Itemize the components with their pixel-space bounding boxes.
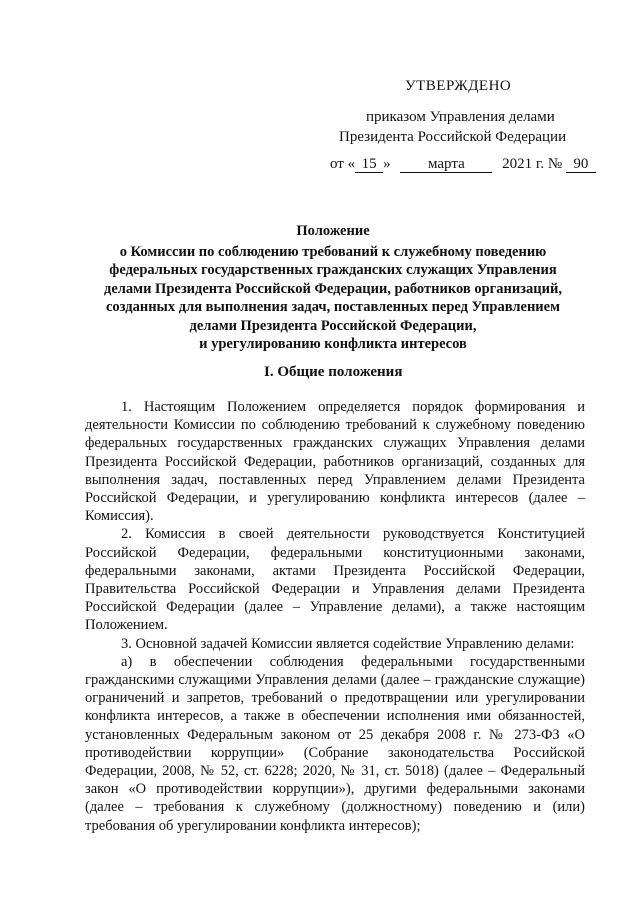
date-closing-quote: »: [383, 156, 391, 172]
approval-stamp: УТВЕРЖДЕНО: [405, 78, 512, 94]
organization-line: Президента Российской Федерации: [339, 129, 567, 145]
title-line: о Комиссии по соблюдению требований к служебному поведению: [119, 243, 547, 260]
order-year: 2021 г. №: [502, 156, 563, 172]
title-line: делами Президента Российской Федерации,: [189, 317, 477, 334]
title-line: и урегулированию конфликта интересов: [199, 336, 467, 352]
date-prefix: от «: [330, 156, 356, 172]
title-line: Положение: [296, 223, 370, 239]
section-heading: I. Общие положения: [264, 364, 403, 380]
title-line: федеральных государственных гражданских служащих Управления: [109, 262, 557, 278]
order-month: марта: [400, 157, 492, 173]
order-line: приказом Управления делами: [366, 109, 555, 125]
title-line: созданных для выполнения задач, поставленных перед Управлением: [106, 299, 560, 315]
paragraph: 3. Основной задачей Комиссии является содействие Управлению делами:: [121, 635, 575, 652]
document-title: [100, 222, 566, 354]
order-day: 15: [355, 157, 383, 173]
paragraph: 2. Комиссия в своей деятельности руководствуется Конституцией Российской Федерации, федеральными конституционными законами, федеральными законами, актами Президента Российской Федерации, Правительства Российской Федерации и Управления делами Президента Российской Федерации (далее – Управление делами), а также настоящим Положением.: [85, 526, 585, 634]
paragraph: 1. Настоящим Положением определяется порядок формирования и деятельности Комиссии по соблюдению требований к служебному поведению федеральных государственных гражданских служащих Управления делами Президента Российской Федерации, работников организаций, созданных для выполнения задач, поставленных перед Управлением делами Президента Российской Федерации, и урегулированию конфликта интересов (далее – Комиссия).: [85, 399, 585, 525]
paragraph: а) в обеспечении соблюдения федеральными государственными гражданскими служащими Управления делами (далее – гражданские служащие) ограничений и запретов, требований о предотвращении или урегулировании конфликта интересов, а также в обеспечении исполнения ими обязанностей, установленных Федеральным законом от 25 декабря 2008 г. № 273-ФЗ «О противодействии коррупции» (Собрание законодательства Российской Федерации, 2008, № 52, ст. 6228; 2020, № 31, ст. 5018) (далее – Федеральный закон «О противодействии коррупции»), другими федеральными законами (далее – требования к служебному (должностному) поведению и (или) требования об урегулировании конфликта интересов);: [85, 653, 585, 834]
order-date-line: [330, 156, 596, 173]
title-line: делами Президента Российской Федерации, работников организаций,: [104, 280, 562, 297]
order-number: 90: [566, 157, 596, 173]
document-body: [85, 398, 585, 835]
